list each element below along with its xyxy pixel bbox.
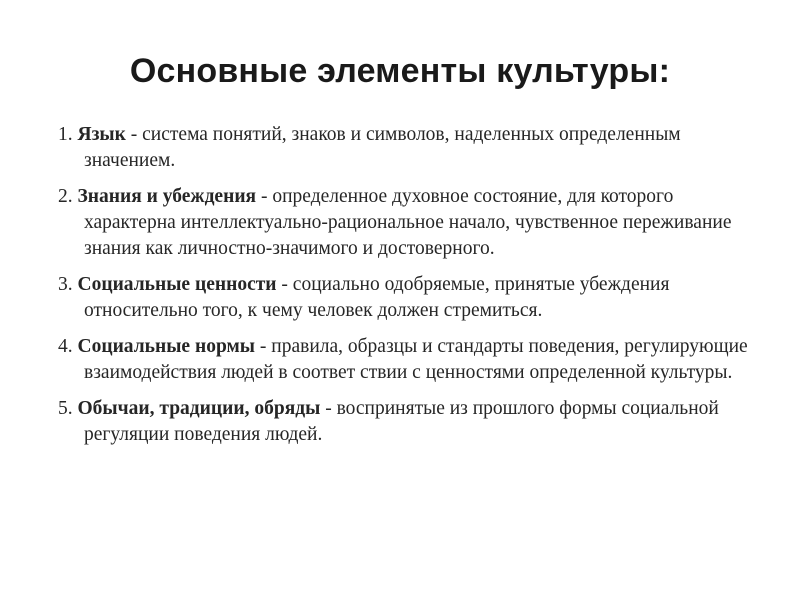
item-description: социально одобряемые, принятые убеждения относительно того, к чему человек должен стремиться. [84,274,670,321]
item-number: 2. [58,186,73,207]
list-item-customs [58,396,748,448]
item-separator: - [281,274,288,295]
item-number: 3. [58,274,73,295]
list-item-language [58,122,748,174]
item-number: 1. [58,124,73,145]
item-description: правила, образцы и стандарты поведения, регулирующие взаимодействия людей в соответ ствии с ценностями определенной культуры. [84,336,748,383]
item-number: 5. [58,398,73,419]
item-term: Социальные нормы [77,336,256,357]
item-separator: - [325,398,332,419]
item-term: Знания и убеждения [77,186,257,207]
item-term: Язык [77,124,126,145]
item-separator: - [259,336,267,357]
item-term: Обычаи, традиции, обряды [77,398,321,419]
elements-list [58,122,748,458]
item-separator: - [260,186,268,207]
list-item-knowledge [58,184,748,262]
item-description: система понятий, знаков и символов, наделенных определенным значением. [84,124,681,171]
item-term: Социальные ценности [77,274,277,295]
list-item-values [58,272,748,324]
item-description: определенное духовное состояние, для которого характерна интеллектуально-рациональное начало, чувственное переживание знания как личностно-значимого и достоверного. [84,186,732,259]
item-separator: - [130,124,138,145]
item-number: 4. [58,336,73,357]
slide-title: Основные элементы культуры: [129,52,671,90]
list-item-norms [58,334,748,386]
item-description: воспринятые из прошлого формы социальной регуляции поведения людей. [84,398,719,445]
